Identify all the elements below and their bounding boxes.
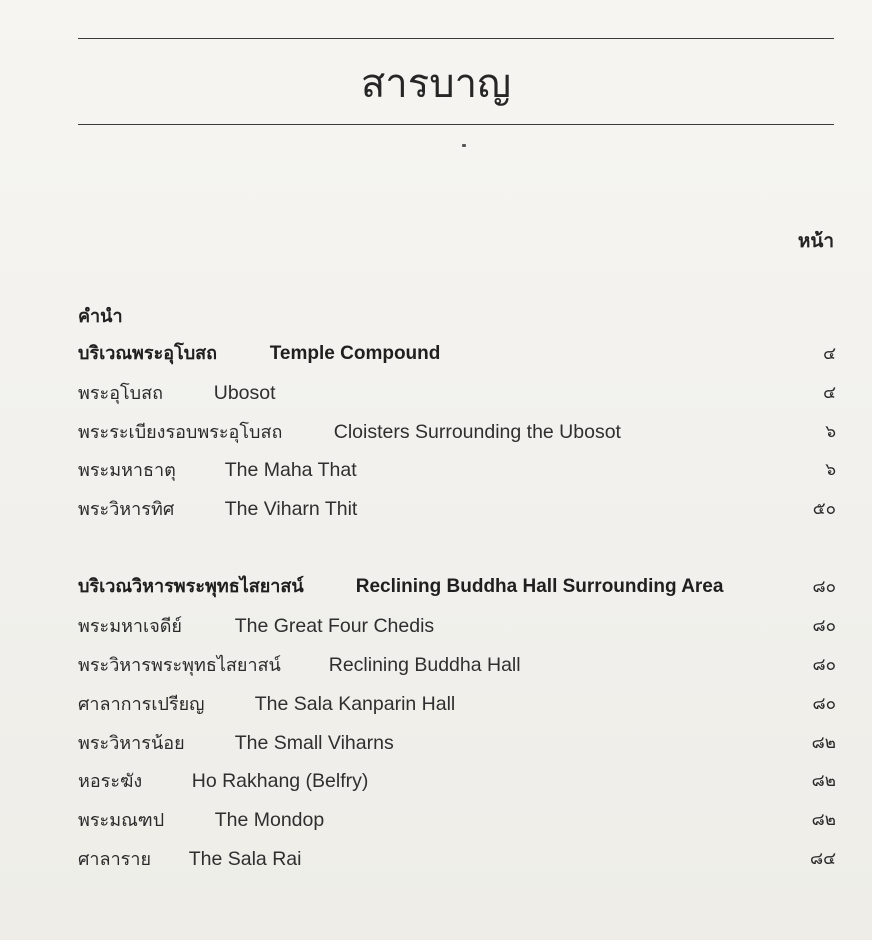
toc-section-heading: [78, 340, 836, 368]
toc-page-number: ๔: [823, 344, 836, 364]
toc-entry: [78, 690, 836, 718]
page-title: สารบาญ: [360, 61, 512, 107]
toc-entry: [78, 456, 836, 484]
toc-section-heading: [78, 573, 836, 601]
paper-speck: [462, 144, 466, 147]
toc-thai-title: หอระฆัง: [78, 771, 143, 792]
toc-page-number: ๘๒: [811, 733, 836, 753]
toc-thai-title: พระมหาธาตุ: [78, 460, 176, 481]
toc-english-title: The Sala Kanparin Hall: [254, 693, 456, 715]
toc-english-title: Reclining Buddha Hall: [328, 654, 521, 676]
toc-entry: [78, 379, 836, 407]
toc-english-title: The Great Four Chedis: [234, 615, 435, 637]
toc-page-number: ๖: [825, 422, 836, 442]
toc-english-title: Temple Compound: [269, 343, 441, 364]
toc-page-number: ๘๔: [810, 849, 836, 869]
toc-page-number: ๘๒: [811, 771, 836, 791]
toc-english-title: The Mondop: [214, 809, 325, 831]
toc-english-title: The Maha That: [224, 459, 357, 481]
toc-thai-title: บริเวณพระอุโบสถ: [78, 343, 218, 364]
toc-entry: [78, 418, 836, 446]
top-rule: [78, 38, 834, 39]
toc-intro: คำนำ: [78, 306, 123, 327]
toc-page-number: ๘๐: [812, 655, 836, 675]
toc-entry: [78, 845, 836, 873]
toc-english-title: Ubosot: [213, 382, 276, 404]
toc-entry: [78, 729, 836, 757]
toc-entry: [78, 806, 836, 834]
toc-thai-title: ศาลาราย: [78, 849, 151, 870]
toc-thai-title: บริเวณวิหารพระพุทธไสยาสน์: [78, 576, 304, 597]
toc-page-number: ๘๒: [811, 810, 836, 830]
toc-entry: [78, 767, 836, 795]
toc-page-number: ๘๐: [812, 694, 836, 714]
toc-thai-title: พระอุโบสถ: [78, 383, 163, 404]
toc-english-title: Cloisters Surrounding the Ubosot: [333, 421, 621, 443]
toc-english-title: Ho Rakhang (Belfry): [191, 770, 369, 792]
page-column-label: หน้า: [797, 230, 834, 252]
toc-thai-title: พระมณฑป: [78, 810, 165, 831]
toc-entry: [78, 495, 836, 523]
toc-english-title: The Small Viharns: [234, 732, 394, 754]
toc-page-number: ๘๐: [812, 577, 836, 597]
toc-entry: [78, 612, 836, 640]
toc-entry: [78, 651, 836, 679]
toc-thai-title: พระมหาเจดีย์: [78, 616, 182, 637]
toc-english-title: Reclining Buddha Hall Surrounding Area: [355, 576, 724, 597]
toc-page-number: ๖: [825, 460, 836, 480]
toc-thai-title: พระระเบียงรอบพระอุโบสถ: [78, 422, 283, 443]
toc-page-number: ๕๐: [812, 499, 836, 519]
toc-thai-title: พระวิหารพระพุทธไสยาสน์: [78, 655, 281, 676]
bottom-rule: [78, 124, 834, 125]
toc-english-title: The Sala Rai: [188, 848, 302, 870]
toc-thai-title: พระวิหารน้อย: [78, 733, 185, 754]
toc-thai-title: พระวิหารทิศ: [78, 499, 175, 520]
toc-english-title: The Viharn Thit: [224, 498, 358, 520]
toc-page-number: ๘๐: [812, 616, 836, 636]
toc-thai-title: ศาลาการเปรียญ: [78, 694, 205, 715]
toc-page-number: ๔: [823, 383, 836, 403]
